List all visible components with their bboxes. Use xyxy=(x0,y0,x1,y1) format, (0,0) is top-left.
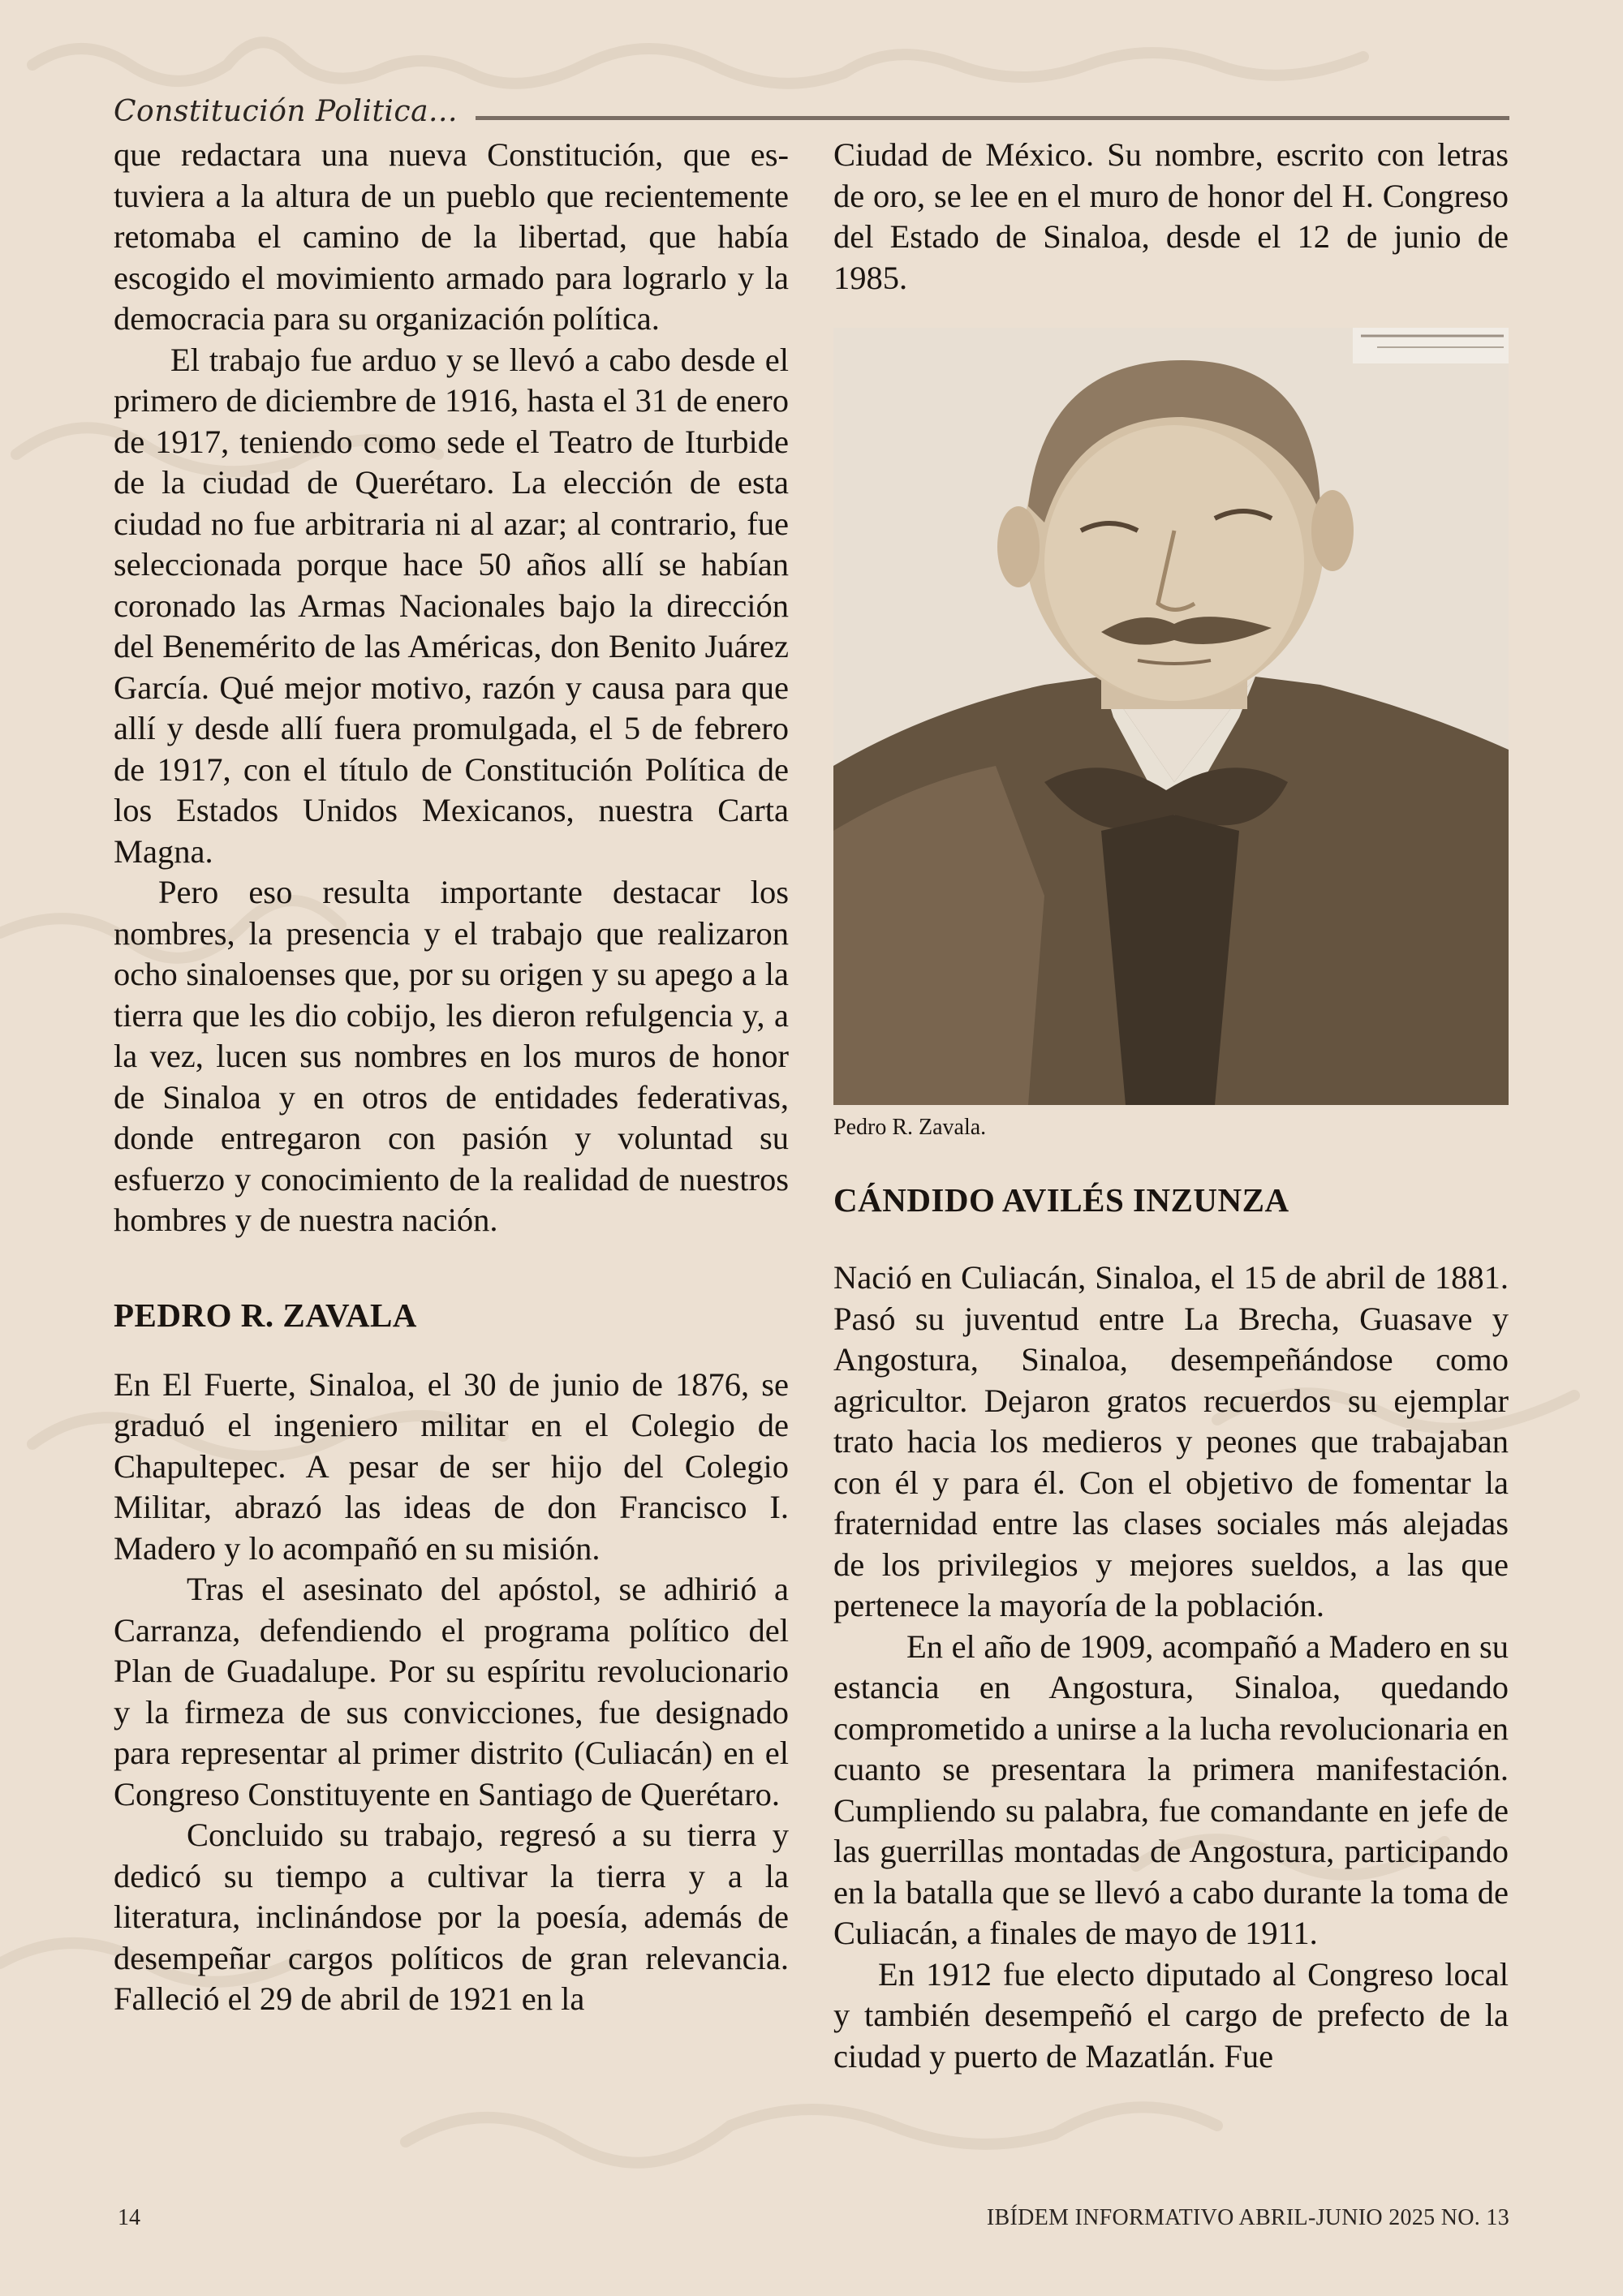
section-heading-pedro-zavala: PEDRO R. ZAVALA xyxy=(114,1296,417,1334)
paragraph: Nació en Culiacán, Sinaloa, el 15 de abril de 1881. Pasó su juventud entre La Brecha, Guasave y Angostura, Sinaloa, desempeñándose como agricultor. Dejaron gratos recuerdos su ejemplar trato hacia los medieros y peones que trabajaban con él y para él. Con el objetivo de fomentar la fraternidad entre las clases sociales más alejadas de los privilegios y mejores sueldos, a las que pertenece la mayoría de la población. xyxy=(833,1259,1509,1623)
photo-caption: Pedro R. Zavala. xyxy=(833,1115,987,1140)
header-rule xyxy=(476,116,1509,120)
paragraph: El trabajo fue arduo y se llevó a cabo desde el primero de diciembre de 1916, hasta el 31 de enero de 1917, teniendo como sede el Teatro de Iturbide de la ciudad de Querétaro. La elección de esta ciudad no fue arbitraria ni al azar; al contrario, fue seleccionada porque hace 50 años allí se habían coronado las Armas Nacionales bajo la dirección del Benemérito de las Américas, don Benito Juárez García. Qué mejor motivo, razón y causa para que allí y desde allí fuera promulgada, el 5 de febrero de 1917, con el título de Constitución Política de los Estados Unidos Mexicanos, nuestra Carta Magna. xyxy=(114,341,789,870)
paragraph: En 1912 fue electo diputado al Congreso local y también desempeñó el cargo de prefecto de la ciudad y puerto de Mazatlán. Fue xyxy=(833,1955,1509,2075)
left-column xyxy=(114,135,789,2020)
paragraph: En El Fuerte, Sinaloa, el 30 de junio de 1876, se graduó el ingeniero militar en el Colegio de Chapultepec. A pesar de ser hijo del Colegio Militar, abrazó las ideas de don Francisco I. Madero y lo acompañó en su misión. xyxy=(114,1365,789,1567)
paragraph: que redactara una nueva Constitución, que estuviera a la altura de un pueblo que recientemente retomaba el camino de la libertad, que había escogido el movimiento armado para lograrlo y la democracia para su organización política. xyxy=(114,136,789,337)
section-heading-candido-aviles: CÁNDIDO AVILÉS INZUNZA xyxy=(833,1181,1289,1219)
running-title: Constitución Politica... xyxy=(114,95,458,128)
paragraph: Concluido su trabajo, regresó a su tierra y dedicó su tiempo a cultivar la tierra y a la literatura, inclinándose por la poesía, además de desempeñar cargos políticos de gran relevancia. Falleció el 29 de abril de 1921 en la xyxy=(114,1817,789,2017)
page-number: 14 xyxy=(118,2205,140,2230)
right-column xyxy=(833,135,1509,2077)
portrait-photo xyxy=(833,328,1509,1105)
paragraph: En el año de 1909, acompañó a Madero en su estancia en Angostura, Sinaloa, quedando comprometido a unirse a la lucha revolucionaria en cuanto se presentara la primera manifestación. Cumpliendo su palabra, fue comandante en jefe de las guerrillas montadas de Angostura, participando en la batalla que se llevó a cabo durante la toma de Culiacán, a finales de mayo de 1911. xyxy=(833,1627,1509,1951)
paragraph: Tras el asesinato del apóstol, se adhirió a Carranza, defendiendo el programa político del Plan de Guadalupe. Por su espíritu revolucionario y la firmeza de sus convicciones, fue designado para representar al primer distrito (Culiacán) en el Congreso Constituyente en Santiago de Querétaro. xyxy=(114,1571,789,1812)
paragraph: Pero eso resulta importante destacar los nombres, la presencia y el trabajo que realizaron ocho sinaloenses que, por su origen y su apego a la tierra que les dio cobijo, les dieron refulgencia y, a la vez, lucen sus nombres en los muros de honor de Sinaloa y en otros de entidades federativas, donde entregaron con pasión y voluntad su esfuerzo y conocimiento de la realidad de nuestros hombres y de nuestra nación. xyxy=(114,874,789,1238)
portrait-illustration xyxy=(833,328,1509,1105)
running-header xyxy=(114,88,1509,128)
paragraph: Ciudad de México. Su nombre, escrito con letras de oro, se lee en el muro de honor del H. Congreso del Estado de Sinaloa, desde el 12 de junio de 1985. xyxy=(833,136,1509,296)
publication-footer: IBÍDEM INFORMATIVO ABRIL-JUNIO 2025 NO. 13 xyxy=(986,2205,1509,2230)
